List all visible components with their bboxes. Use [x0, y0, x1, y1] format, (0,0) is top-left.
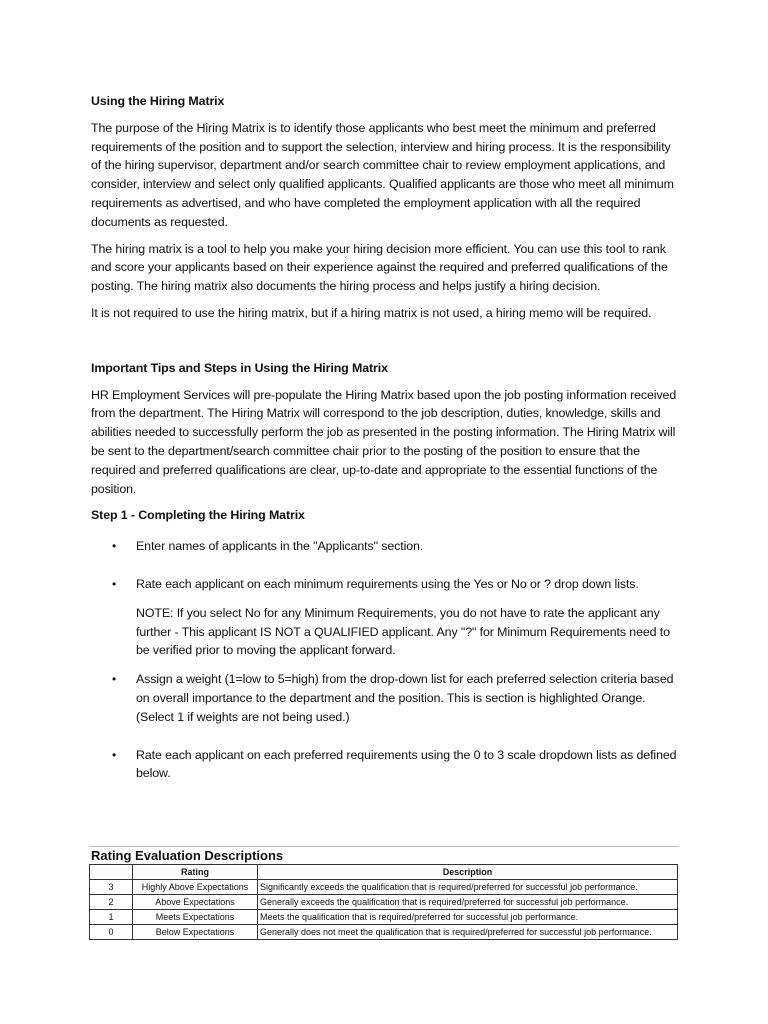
section-heading-important-tips: Important Tips and Steps in Using the Hiring Matrix [91, 360, 388, 375]
table-row [90, 910, 678, 925]
rating-number: 0 [90, 925, 133, 940]
list-item: • Assign a weight (1=low to 5=high) from the drop-down list for each preferred selection criteria based on overall importance to the department and the position. This is section is highlighted Orange. (Select 1 if weights are not being used.) [112, 672, 674, 724]
rating-column-header: Rating [133, 865, 258, 880]
document-body [91, 92, 681, 783]
rating-label: Above Expectations [133, 895, 258, 910]
tool-paragraph: The hiring matrix is a tool to help you make your hiring decision more efficient. You can use this tool to rank and score your applicants based on their experience against the required and preferred qualifications of the posting. The hiring matrix also documents the hiring process and helps justify a hiring decision. [91, 241, 668, 294]
rating-description: Generally does not meet the qualification that is required/preferred for successful job performance. [258, 925, 678, 940]
rating-number: 1 [90, 910, 133, 925]
purpose-paragraph: The purpose of the Hiring Matrix is to identify those applicants who best meet the minimum and preferred requirements of the position and to support the selection, interview and hiring process. It is the responsibility of the hiring supervisor, department and/or search committee chair to review employment applications, and consider, interview and select only qualified applicants. Qualified applicants are those who meet all minimum requirements as advertised, and who have completed the employment application with all the required documents as requested. [91, 120, 674, 229]
step1-bullet-list [91, 537, 681, 594]
list-item: • Enter names of applicants in the "Applicants" section. [91, 537, 681, 556]
rating-label: Below Expectations [133, 925, 258, 940]
table-header-row [90, 865, 678, 880]
rating-table-title: Rating Evaluation Descriptions [89, 846, 679, 864]
table-row [90, 895, 678, 910]
rating-label: Meets Expectations [133, 910, 258, 925]
hr-services-paragraph: HR Employment Services will pre-populate the Hiring Matrix based upon the job posting information received from the department. The Hiring Matrix will correspond to the job description, duties, knowledge, skills and abilities needed to successfully perform the job as presented in the posting information. The Hiring Matrix will be sent to the department/search committee chair prior to the posting of the position to ensure that the required and preferred qualifications are clear, up-to-date and appropriate to the essential functions of the position. [91, 387, 677, 496]
table-row [90, 925, 678, 940]
bullet-icon: • [112, 747, 117, 762]
section-heading-using-hiring-matrix: Using the Hiring Matrix [91, 94, 225, 108]
rating-label: Highly Above Expectations [133, 880, 258, 895]
bullet-icon: • [112, 576, 117, 591]
bullet-icon: • [112, 539, 117, 554]
list-item: • Rate each applicant on each minimum requirements using the Yes or No or ? drop down lists. [91, 575, 681, 594]
bullet-icon: • [112, 672, 117, 687]
rating-evaluation-block [89, 846, 679, 940]
rating-table [89, 864, 678, 940]
rating-description: Meets the qualification that is required/preferred for successful job performance. [258, 910, 678, 925]
not-required-paragraph: It is not required to use the hiring matrix, but if a hiring matrix is not used, a hiring memo will be required. [91, 305, 652, 320]
minimum-requirements-note: NOTE: If you select No for any Minimum Requirements, you do not have to rate the applicant any further - This applicant IS NOT a QUALIFIED applicant. Any "?" for Minimum Requirements need to be verified prior to moving the applicant forward. [136, 605, 670, 658]
table-row [90, 880, 678, 895]
rating-description: Generally exceeds the qualification that is required/preferred for successful job performance. [258, 895, 678, 910]
rating-description: Significantly exceeds the qualification that is required/preferred for successful job performance. [258, 880, 678, 895]
rating-number: 3 [90, 880, 133, 895]
rating-number: 2 [90, 895, 133, 910]
list-item: • Rate each applicant on each preferred requirements using the 0 to 3 scale dropdown lists as defined below. [112, 747, 677, 781]
description-column-header: Description [258, 865, 678, 880]
step1-heading: Step 1 - Completing the Hiring Matrix [91, 508, 305, 523]
